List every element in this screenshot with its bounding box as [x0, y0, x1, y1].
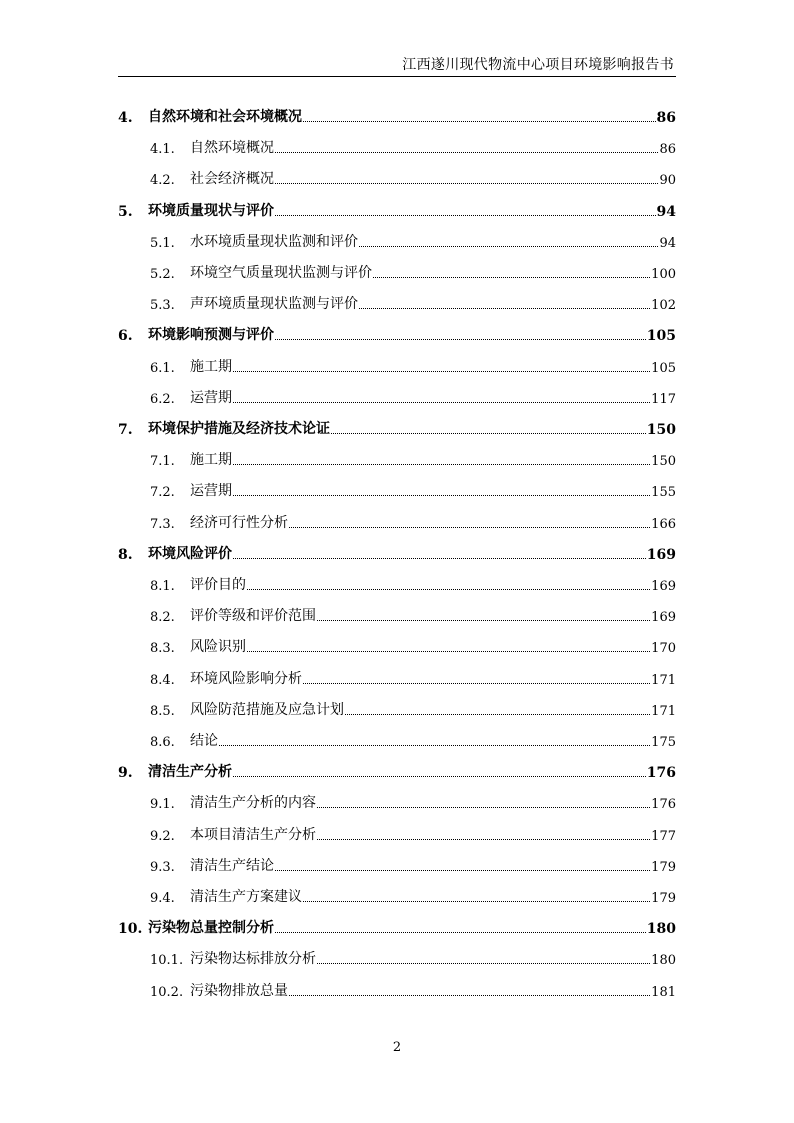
toc-section-entry[interactable] — [150, 376, 676, 407]
toc-entry-title: 清洁生产方案建议 — [190, 889, 302, 905]
toc-entry-page: 170 — [651, 641, 676, 657]
toc-dot-leader — [303, 121, 656, 122]
toc-entry-number: 9.3. — [150, 859, 175, 875]
toc-entry-number: 8.5. — [150, 703, 175, 719]
toc-section-entry[interactable] — [150, 438, 676, 469]
toc-entry-number: 7.3. — [150, 516, 175, 532]
toc-entry-number: 8.3. — [150, 641, 175, 657]
toc-entry-number: 4. — [118, 110, 133, 126]
toc-section-entry[interactable] — [150, 345, 676, 376]
toc-entry-page: 105 — [651, 360, 676, 376]
toc-entry-page: 105 — [646, 328, 676, 345]
toc-entry-title: 污染物排放总量 — [190, 982, 288, 999]
toc-entry-page: 155 — [651, 485, 676, 501]
toc-section-entry[interactable] — [150, 875, 676, 906]
toc-entry-number: 8. — [118, 546, 133, 563]
toc-section-entry[interactable] — [150, 251, 676, 282]
toc-entry-page: 169 — [651, 610, 676, 626]
toc-dot-leader — [359, 308, 650, 309]
toc-chapter-entry[interactable] — [118, 313, 676, 344]
toc-entry-title: 清洁生产分析的内容 — [190, 795, 316, 812]
toc-dot-leader — [247, 651, 650, 652]
toc-entry-title: 环境风险评价 — [148, 545, 232, 562]
toc-chapter-entry[interactable] — [118, 189, 676, 220]
toc-entry-title: 评价目的 — [190, 577, 246, 593]
toc-section-entry[interactable] — [150, 126, 676, 157]
toc-entry-number: 9. — [118, 765, 133, 782]
toc-entry-title: 施工期 — [190, 358, 232, 375]
toc-entry-page: 169 — [651, 579, 676, 594]
toc-entry-number: 10.2. — [150, 984, 184, 1000]
toc-entry-number: 4.2. — [150, 173, 175, 189]
toc-entry-title: 自然环境和社会环境概况 — [148, 109, 302, 125]
toc-section-entry[interactable] — [150, 625, 676, 656]
toc-dot-leader — [275, 870, 650, 871]
toc-chapter-entry[interactable] — [118, 906, 676, 937]
toc-entry-title: 环境影响预测与评价 — [148, 327, 274, 344]
toc-dot-leader — [233, 776, 646, 777]
toc-entry-title: 环境空气质量现状监测与评价 — [190, 265, 372, 281]
toc-dot-leader — [275, 339, 646, 340]
toc-section-entry[interactable] — [150, 657, 676, 688]
toc-entry-title: 风险识别 — [190, 639, 246, 656]
toc-dot-leader — [247, 589, 650, 590]
toc-section-entry[interactable] — [150, 594, 676, 625]
toc-entry-number: 8.6. — [150, 735, 175, 750]
toc-entry-title: 经济可行性分析 — [190, 514, 288, 531]
toc-entry-page: 176 — [651, 797, 676, 813]
toc-section-entry[interactable] — [150, 157, 676, 188]
toc-entry-page: 171 — [651, 703, 676, 719]
toc-entry-number: 4.1. — [150, 142, 175, 158]
toc-entry-page: 117 — [651, 391, 676, 407]
toc-entry-title: 评价等级和评价范围 — [190, 608, 316, 625]
toc-entry-page: 169 — [646, 546, 676, 563]
toc-entry-page: 180 — [646, 921, 676, 938]
toc-entry-page: 150 — [646, 422, 676, 438]
toc-entry-number: 9.1. — [150, 797, 175, 813]
toc-dot-leader — [219, 745, 650, 746]
toc-entry-page: 90 — [659, 173, 676, 189]
toc-entry-title: 环境保护措施及经济技术论证 — [148, 421, 330, 437]
document-title: 江西遂川现代物流中心项目环境影响报告书 — [402, 57, 674, 73]
toc-entry-title: 污染物总量控制分析 — [148, 920, 274, 937]
toc-entry-number: 9.2. — [150, 828, 175, 844]
toc-entry-number: 7. — [118, 422, 133, 438]
toc-entry-page: 94 — [656, 203, 676, 220]
toc-entry-title: 施工期 — [190, 452, 232, 469]
page-header — [118, 52, 676, 77]
toc-entry-number: 5. — [118, 203, 133, 220]
toc-section-entry[interactable] — [150, 719, 676, 750]
toc-entry-page: 175 — [651, 735, 676, 750]
toc-dot-leader — [233, 495, 650, 496]
toc-dot-leader — [359, 246, 658, 247]
toc-section-entry[interactable] — [150, 282, 676, 313]
toc-chapter-entry[interactable] — [118, 407, 676, 438]
toc-dot-leader — [275, 932, 646, 933]
toc-entry-page: 86 — [656, 110, 676, 126]
toc-entry-page: 179 — [651, 859, 676, 875]
toc-chapter-entry[interactable] — [118, 95, 676, 126]
toc-entry-page: 102 — [651, 298, 676, 314]
toc-entry-page: 150 — [651, 454, 676, 470]
toc-dot-leader — [373, 277, 650, 278]
toc-entry-title: 本项目清洁生产分析 — [190, 826, 316, 843]
toc-entry-number: 8.2. — [150, 610, 175, 626]
toc-entry-number: 8.4. — [150, 672, 175, 688]
toc-entry-number: 6.2. — [150, 391, 175, 407]
toc-chapter-entry[interactable] — [118, 532, 676, 563]
toc-section-entry[interactable] — [150, 844, 676, 875]
toc-dot-leader — [275, 183, 658, 184]
toc-dot-leader — [317, 807, 650, 808]
toc-entry-page: 180 — [651, 953, 676, 969]
toc-entry-number: 10. — [118, 921, 143, 938]
toc-entry-page: 176 — [646, 765, 676, 782]
toc-entry-page: 166 — [651, 516, 676, 532]
toc-entry-title: 水环境质量现状监测和评价 — [190, 233, 358, 250]
toc-section-entry[interactable] — [150, 937, 676, 968]
toc-entry-page: 171 — [651, 672, 676, 688]
toc-dot-leader — [233, 558, 646, 559]
toc-dot-leader — [303, 683, 650, 684]
toc-dot-leader — [331, 433, 646, 434]
toc-entry-title: 清洁生产结论 — [190, 857, 274, 874]
toc-entry-number: 5.2. — [150, 267, 175, 282]
toc-entry-number: 6. — [118, 328, 133, 345]
toc-entry-title: 污染物达标排放分析 — [190, 951, 316, 968]
toc-entry-page: 181 — [651, 984, 676, 1000]
toc-entry-title: 声环境质量现状监测与评价 — [190, 296, 358, 313]
toc-dot-leader — [289, 527, 650, 528]
toc-dot-leader — [289, 995, 650, 996]
toc-entry-title: 风险防范措施及应急计划 — [190, 701, 344, 718]
toc-entry-page: 179 — [651, 891, 676, 906]
toc-entry-page: 94 — [659, 235, 676, 251]
toc-section-entry[interactable] — [150, 781, 676, 812]
toc-entry-number: 6.1. — [150, 360, 175, 376]
toc-entry-title: 运营期 — [190, 389, 232, 406]
toc-dot-leader — [345, 714, 650, 715]
toc-entry-title: 环境风险影响分析 — [190, 670, 302, 687]
toc-entry-number: 9.4. — [150, 891, 175, 906]
toc-entry-title: 自然环境概况 — [190, 140, 274, 157]
toc-dot-leader — [303, 901, 650, 902]
toc-dot-leader — [233, 402, 650, 403]
toc-section-entry[interactable] — [150, 969, 676, 1000]
toc-entry-title: 结论 — [190, 733, 218, 749]
toc-entry-page: 100 — [651, 267, 676, 282]
toc-entry-title: 环境质量现状与评价 — [148, 202, 274, 219]
toc-dot-leader — [233, 371, 650, 372]
toc-entry-page: 177 — [651, 828, 676, 844]
toc-entry-page: 86 — [659, 142, 676, 158]
toc-entry-title: 清洁生产分析 — [148, 764, 232, 781]
toc-chapter-entry[interactable] — [118, 750, 676, 781]
toc-section-entry[interactable] — [150, 501, 676, 532]
page-number: 2 — [392, 1040, 402, 1055]
toc-section-entry[interactable] — [150, 813, 676, 844]
toc-section-entry[interactable] — [150, 469, 676, 500]
toc-dot-leader — [233, 464, 650, 465]
toc-dot-leader — [275, 152, 658, 153]
toc-entry-number: 8.1. — [150, 579, 175, 594]
toc-dot-leader — [317, 963, 650, 964]
toc-dot-leader — [317, 620, 650, 621]
toc-entry-number: 5.1. — [150, 235, 175, 251]
toc-section-entry[interactable] — [150, 220, 676, 251]
toc-entry-title: 社会经济概况 — [190, 171, 274, 188]
toc-entry-number: 10.1. — [150, 953, 184, 969]
toc-dot-leader — [317, 839, 650, 840]
toc-dot-leader — [275, 215, 656, 216]
toc-entry-title: 运营期 — [190, 483, 232, 500]
toc-entry-number: 7.2. — [150, 485, 175, 501]
toc-entry-number: 5.3. — [150, 298, 175, 314]
toc-entry-number: 7.1. — [150, 454, 175, 470]
toc-section-entry[interactable] — [150, 688, 676, 719]
toc-section-entry[interactable] — [150, 563, 676, 594]
